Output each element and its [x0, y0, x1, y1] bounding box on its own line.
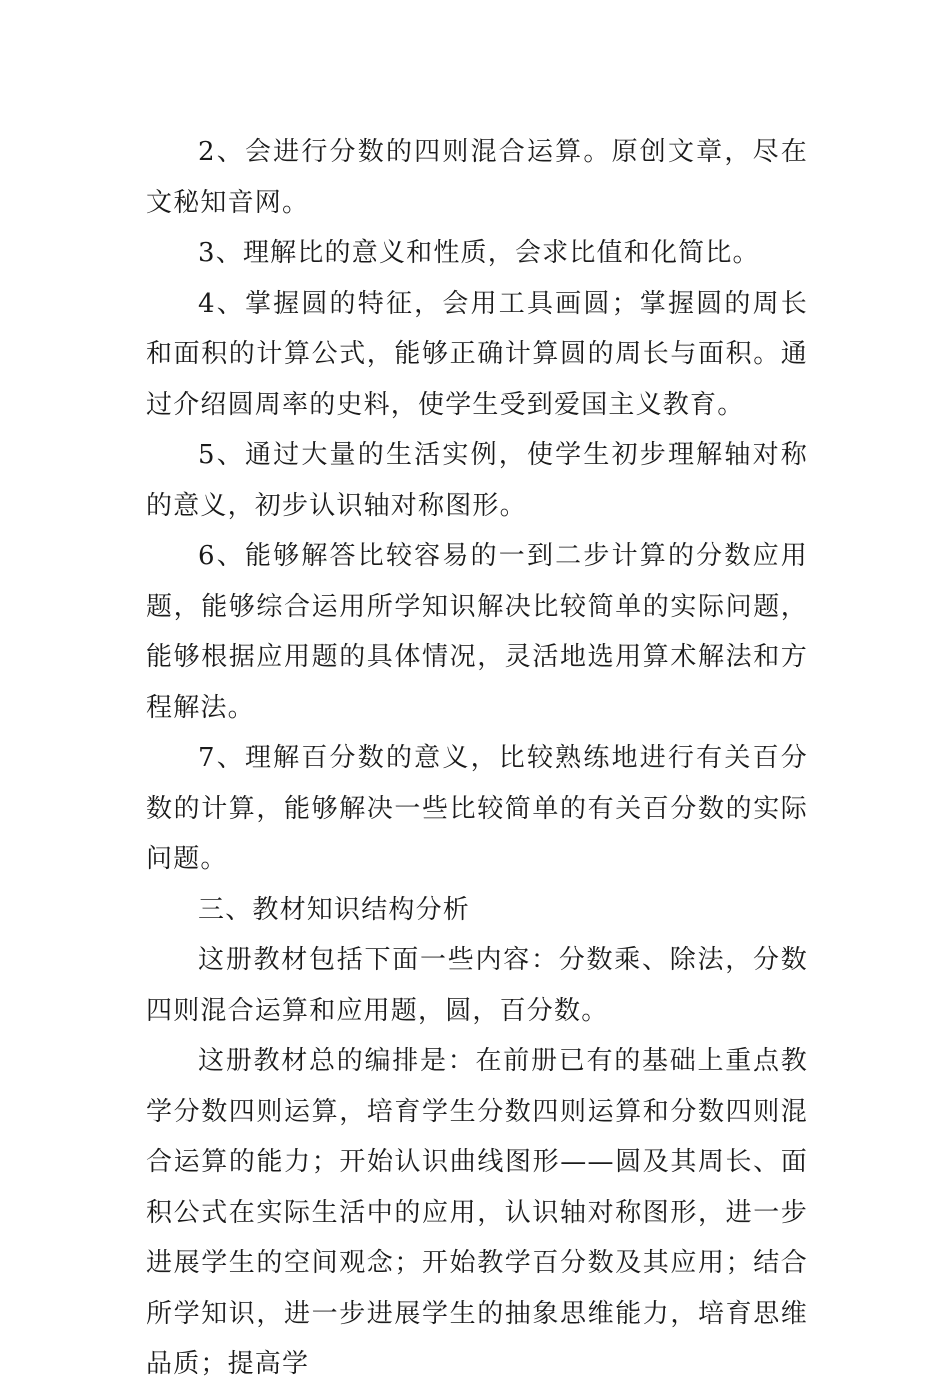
paragraph-item-2: 2、会进行分数的四则混合运算。原创文章，尽在文秘知音网。 — [146, 137, 808, 218]
paragraph-item-7: 7、理解百分数的意义，比较熟练地进行有关百分数的计算，能够解决一些比较简单的有关百分数的实际问题。 — [146, 743, 808, 874]
paragraph-item-4: 4、掌握圆的特征，会用工具画圆；掌握圆的周长和面积的计算公式，能够正确计算圆的周长与面积。通过介绍圆周率的史料，使学生受到爱国主义教育。 — [146, 288, 808, 420]
section-heading: 三、教材知识结构分析 — [198, 894, 471, 925]
paragraph-item-6: 6、能够解答比较容易的一到二步计算的分数应用题，能够综合运用所学知识解决比较简单的实际问题，能够根据应用题的具体情况，灵活地选用算术解法和方程解法。 — [146, 541, 808, 723]
paragraph-item-3: 3、理解比的意义和性质，会求比值和化简比。 — [198, 238, 760, 268]
paragraph-item-5: 5、通过大量的生活实例，使学生初步理解轴对称的意义，初步认识轴对称图形。 — [146, 440, 808, 521]
paragraph-arrangement: 这册教材总的编排是：在前册已有的基础上重点教学分数四则运算，培育学生分数四则运算和分数四则混合运算的能力；开始认识曲线图形——圆及其周长、面积公式在实际生活中的应用，认识轴对称图形，进一步进展学生的空间观念；开始教学百分数及其应用；结合所学知识，进一步进展学生的抽象思维能力，培育思维品质；提高学 — [146, 1046, 808, 1379]
paragraph-content-overview: 这册教材包括下面一些内容：分数乘、除法，分数四则混合运算和应用题，圆，百分数。 — [146, 945, 808, 1026]
document-body — [146, 127, 808, 1390]
